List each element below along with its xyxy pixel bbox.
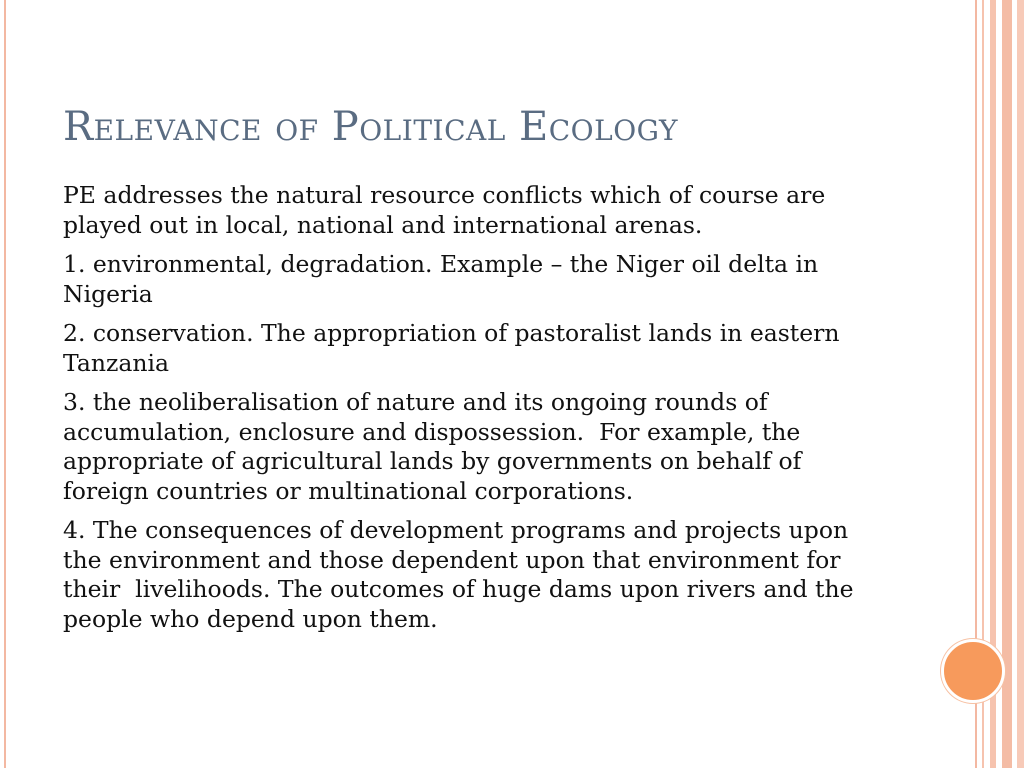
- paragraph-point-3: 3. the neoliberalisation of nature and its ongoing rounds of accumulation, enclosure and dispossession. For example, the appropriate of agricultural lands by governments on behalf of foreign countries or multinational corporations.: [63, 388, 809, 505]
- paragraph-intro: PE addresses the natural resource conflicts which of course are played out in local, national and international arenas.: [63, 181, 833, 239]
- paragraph-point-1: 1. environmental, degradation. Example – the Niger oil delta in Nigeria: [63, 250, 826, 308]
- paragraph-point-2: 2. conservation. The appropriation of pastoralist lands in eastern Tanzania: [63, 319, 847, 377]
- slide-body: [63, 181, 885, 644]
- decorative-stripe: [1017, 0, 1024, 768]
- paragraph-point-4: 4. The consequences of development programs and projects upon the environment and those dependent upon that environment for their livelihoods. The outcomes of huge dams upon rivers and the people who depend upon them.: [63, 516, 861, 633]
- decorative-circle: [941, 639, 1005, 703]
- slide-title: Relevance of Political Ecology: [63, 104, 679, 150]
- decorative-stripe: [1002, 0, 1012, 768]
